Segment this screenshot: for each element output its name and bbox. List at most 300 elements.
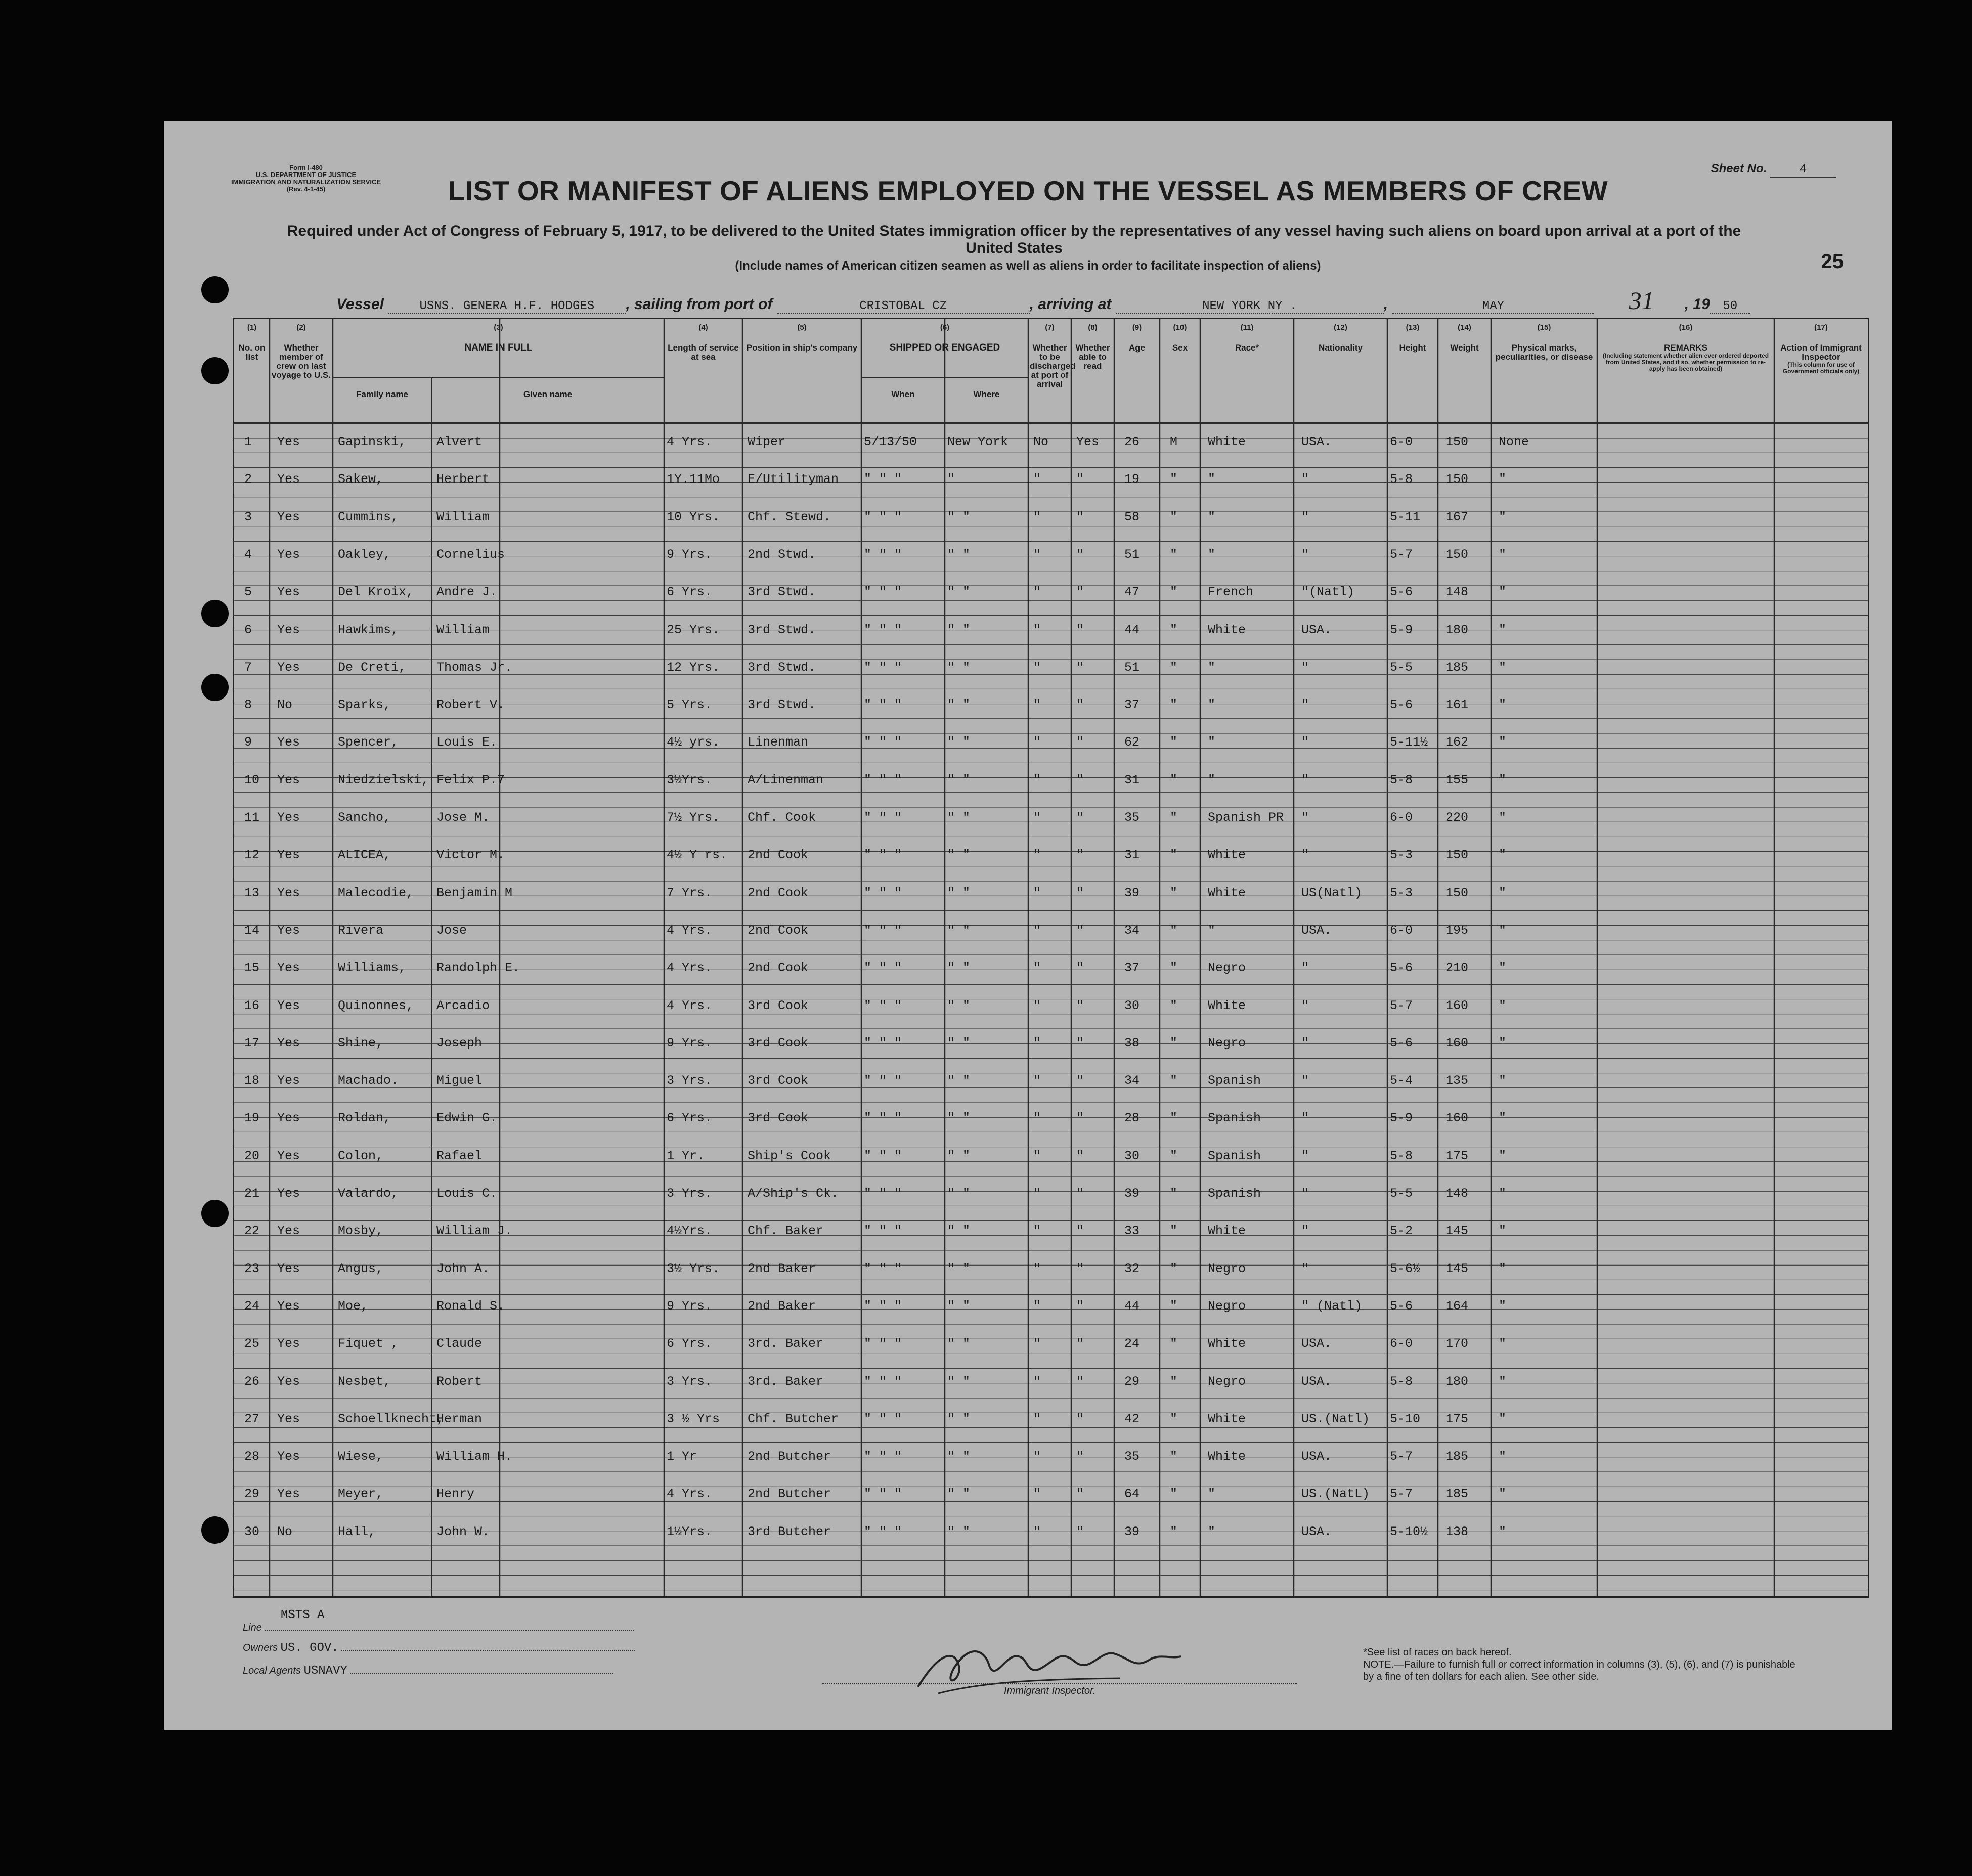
table-cell: Felix P.7 bbox=[436, 772, 505, 788]
table-cell: " bbox=[1170, 923, 1178, 938]
table-cell: William bbox=[436, 622, 490, 637]
table-cell: " " " bbox=[864, 622, 902, 637]
table-cell: " bbox=[1170, 998, 1178, 1013]
row-number: 14 bbox=[244, 923, 260, 938]
table-cell: " " " bbox=[864, 1186, 902, 1201]
manifest-sheet bbox=[164, 121, 1892, 1730]
table-cell: " " bbox=[947, 1298, 971, 1314]
table-cell: 2nd Cook bbox=[748, 885, 809, 900]
table-cell: " bbox=[1170, 622, 1178, 637]
table-cell: " bbox=[1499, 585, 1507, 600]
table-cell: Schoellknecht, bbox=[338, 1411, 445, 1426]
table-cell: " bbox=[1301, 472, 1309, 487]
table-cell: Yes bbox=[277, 622, 300, 637]
table-cell: 2nd Cook bbox=[748, 961, 809, 976]
table-cell: 7½ Yrs. bbox=[667, 810, 720, 825]
table-cell: 2nd Baker bbox=[748, 1261, 816, 1276]
line-value: MSTS A bbox=[281, 1608, 325, 1622]
table-cell: 42 bbox=[1124, 1411, 1140, 1426]
table-cell: " " bbox=[947, 660, 971, 675]
table-cell: " bbox=[1076, 772, 1084, 788]
table-cell: 39 bbox=[1124, 1186, 1140, 1201]
row-number: 24 bbox=[244, 1298, 260, 1314]
table-cell: " bbox=[1208, 509, 1216, 525]
table-cell: " bbox=[1033, 961, 1041, 976]
table-cell: " " " bbox=[864, 547, 902, 562]
table-cell: 1½Yrs. bbox=[667, 1524, 713, 1539]
table-cell: Chf. Stewd. bbox=[748, 509, 831, 525]
table-cell: 2nd Butcher bbox=[748, 1449, 831, 1464]
table-cell: " " " bbox=[864, 697, 902, 713]
vessel-label: Vessel bbox=[336, 296, 384, 313]
table-cell: 64 bbox=[1124, 1487, 1140, 1502]
table-cell: 35 bbox=[1124, 1449, 1140, 1464]
column-label: Sex bbox=[1172, 343, 1188, 353]
table-cell: " bbox=[1499, 1073, 1507, 1088]
row-number: 28 bbox=[244, 1449, 260, 1464]
column-header-c13 bbox=[1389, 323, 1436, 353]
table-cell: Henry bbox=[436, 1487, 475, 1502]
table-cell: 160 bbox=[1445, 998, 1469, 1013]
table-cell: 3rd Cook bbox=[748, 1035, 809, 1051]
table-cell: USA. bbox=[1301, 1449, 1332, 1464]
table-cell: Claude bbox=[436, 1336, 483, 1351]
table-cell: A/Ship's Ck. bbox=[748, 1186, 839, 1201]
table-cell: Niedzielski, bbox=[338, 772, 429, 788]
footnote-penalty: NOTE.—Failure to furnish full or correct information in columns (3), (5), (6), and (7) is punishable by a fine of ten dollars for each alien. See other side. bbox=[1363, 1659, 1795, 1682]
table-cell: " bbox=[1033, 1035, 1041, 1051]
table-cell: 175 bbox=[1445, 1148, 1469, 1163]
table-cell: 3rd Cook bbox=[748, 1073, 809, 1088]
table-cell: William H. bbox=[436, 1449, 513, 1464]
table-cell: " " bbox=[947, 810, 971, 825]
table-cell: 3 ½ Yrs bbox=[667, 1411, 720, 1426]
table-cell: Hall, bbox=[338, 1524, 376, 1539]
table-cell: " " bbox=[947, 509, 971, 525]
table-cell: Louis C. bbox=[436, 1186, 498, 1201]
table-cell: 5-11½ bbox=[1390, 735, 1428, 750]
table-cell: " bbox=[1033, 622, 1041, 637]
footer-line bbox=[243, 1608, 634, 1634]
table-cell: William bbox=[436, 509, 490, 525]
vessel-line: Vessel USNS. GENERA H.F. HODGES , sailing from port of CRISTOBAL CZ , arriving at NEW YORK NY . , MAY 31 , 19 50 bbox=[336, 286, 1750, 315]
table-cell: Sparks, bbox=[338, 697, 391, 713]
table-cell: Yes bbox=[277, 509, 300, 525]
table-cell: " " bbox=[947, 1449, 971, 1464]
table-cell: Yes bbox=[277, 735, 300, 750]
table-cell: 5-10½ bbox=[1390, 1524, 1428, 1539]
agents-label: Local Agents bbox=[243, 1665, 301, 1676]
table-cell: " bbox=[1033, 585, 1041, 600]
table-cell: " bbox=[1033, 1148, 1041, 1163]
table-cell: " " bbox=[947, 1035, 971, 1051]
table-cell: " " " bbox=[864, 1035, 902, 1051]
table-cell: 5-9 bbox=[1390, 1111, 1413, 1126]
column-number: (9) bbox=[1132, 323, 1142, 332]
table-cell: White bbox=[1208, 885, 1246, 900]
column-header-c1 bbox=[236, 323, 268, 362]
table-cell: 4 Yrs. bbox=[667, 998, 713, 1013]
table-cell: A/Linenman bbox=[748, 772, 824, 788]
table-cell: Yes bbox=[277, 885, 300, 900]
row-number: 9 bbox=[244, 735, 252, 750]
table-cell: 4½ Y rs. bbox=[667, 848, 728, 863]
table-cell: 58 bbox=[1124, 509, 1140, 525]
column-header-c6 bbox=[863, 323, 1027, 353]
table-cell: 2nd Butcher bbox=[748, 1487, 831, 1502]
table-cell: " bbox=[1076, 1261, 1084, 1276]
table-cell: 148 bbox=[1445, 585, 1469, 600]
table-cell: " bbox=[1076, 1524, 1084, 1539]
table-cell: Chf. Baker bbox=[748, 1224, 824, 1239]
table-cell: " bbox=[1170, 1298, 1178, 1314]
table-cell: 150 bbox=[1445, 472, 1469, 487]
table-cell: 150 bbox=[1445, 547, 1469, 562]
table-cell: Linenman bbox=[748, 735, 809, 750]
table-cell: 38 bbox=[1124, 1035, 1140, 1051]
table-cell: " bbox=[1499, 1411, 1507, 1426]
table-cell: " bbox=[1301, 1148, 1309, 1163]
column-sublabel: (This column for use of Government officials only) bbox=[1782, 361, 1860, 375]
table-cell: " bbox=[947, 472, 955, 487]
table-cell: 3rd Butcher bbox=[748, 1524, 831, 1539]
table-cell: 150 bbox=[1445, 434, 1469, 449]
table-cell: 3 Yrs. bbox=[667, 1374, 713, 1389]
table-cell: Yes bbox=[277, 1374, 300, 1389]
table-cell: " bbox=[1301, 697, 1309, 713]
table-cell: Moe, bbox=[338, 1298, 369, 1314]
column-label: Age bbox=[1128, 343, 1146, 353]
table-cell: " " bbox=[947, 1261, 971, 1276]
row-number: 19 bbox=[244, 1111, 260, 1126]
table-cell: " bbox=[1076, 961, 1084, 976]
punch-hole bbox=[201, 1516, 229, 1544]
table-cell: " bbox=[1033, 1111, 1041, 1126]
sheet-no-label: Sheet No. bbox=[1711, 162, 1767, 176]
table-cell: 3rd Cook bbox=[748, 1111, 809, 1126]
table-cell: " " " bbox=[864, 585, 902, 600]
table-cell: " bbox=[1170, 1449, 1178, 1464]
footer-agents bbox=[243, 1664, 613, 1678]
table-cell: " " bbox=[947, 697, 971, 713]
table-cell: " bbox=[1033, 1487, 1041, 1502]
column-label: NAME IN FULL bbox=[464, 342, 533, 353]
table-cell: " bbox=[1033, 848, 1041, 863]
table-cell: 155 bbox=[1445, 772, 1469, 788]
table-cell: 1Y.11Mo bbox=[667, 472, 720, 487]
table-cell: " bbox=[1033, 547, 1041, 562]
table-cell: 3rd Stwd. bbox=[748, 660, 816, 675]
table-cell: " bbox=[1170, 1524, 1178, 1539]
table-cell: 4 Yrs. bbox=[667, 961, 713, 976]
table-cell: 3½ Yrs. bbox=[667, 1261, 720, 1276]
table-cell: 30 bbox=[1124, 998, 1140, 1013]
table-cell: " " " bbox=[864, 1148, 902, 1163]
table-cell: 35 bbox=[1124, 810, 1140, 825]
table-cell: " bbox=[1499, 1261, 1507, 1276]
table-cell: Negro bbox=[1208, 1298, 1246, 1314]
table-cell: USA. bbox=[1301, 923, 1332, 938]
table-cell: " bbox=[1499, 547, 1507, 562]
table-cell: Louis E. bbox=[436, 735, 498, 750]
table-cell: " bbox=[1208, 660, 1216, 675]
table-cell: 2nd Baker bbox=[748, 1298, 816, 1314]
punch-hole bbox=[201, 674, 229, 701]
table-cell: Herman bbox=[436, 1411, 483, 1426]
table-cell: " bbox=[1076, 885, 1084, 900]
footnote bbox=[1363, 1646, 1798, 1683]
table-cell: Nesbet, bbox=[338, 1374, 391, 1389]
table-cell: White bbox=[1208, 848, 1246, 863]
table-cell: 3rd. Baker bbox=[748, 1336, 824, 1351]
table-cell: Chf. Cook bbox=[748, 810, 816, 825]
row-number: 1 bbox=[244, 434, 252, 449]
table-cell: " bbox=[1170, 660, 1178, 675]
row-number: 23 bbox=[244, 1261, 260, 1276]
table-cell: " bbox=[1170, 885, 1178, 900]
table-cell: " bbox=[1033, 1186, 1041, 1201]
table-cell: " bbox=[1033, 998, 1041, 1013]
table-cell: " bbox=[1076, 547, 1084, 562]
table-cell: White bbox=[1208, 1336, 1246, 1351]
arriving-label: , arriving at bbox=[1029, 296, 1112, 313]
table-cell: " " bbox=[947, 1073, 971, 1088]
table-cell: " " " bbox=[864, 1411, 902, 1426]
row-number: 4 bbox=[244, 547, 252, 562]
agents-value: USNAVY bbox=[303, 1664, 347, 1678]
table-cell: " " " bbox=[864, 1224, 902, 1239]
column-header-c10 bbox=[1161, 323, 1199, 353]
row-number: 18 bbox=[244, 1073, 260, 1088]
table-cell: " bbox=[1076, 1148, 1084, 1163]
table-cell: Yes bbox=[277, 961, 300, 976]
table-cell: 4½Yrs. bbox=[667, 1224, 713, 1239]
column-number: (10) bbox=[1173, 323, 1187, 332]
form-revision: (Rev. 4-1-45) bbox=[286, 185, 326, 193]
table-cell: 5-8 bbox=[1390, 772, 1413, 788]
table-cell: " bbox=[1301, 509, 1309, 525]
table-cell: " " " bbox=[864, 735, 902, 750]
table-cell: 5 Yrs. bbox=[667, 697, 713, 713]
column-number: (6) bbox=[940, 323, 950, 332]
table-cell: " " bbox=[947, 772, 971, 788]
table-cell: " bbox=[1499, 1336, 1507, 1351]
table-cell: 4 Yrs. bbox=[667, 923, 713, 938]
table-cell: 135 bbox=[1445, 1073, 1469, 1088]
table-cell: 180 bbox=[1445, 622, 1469, 637]
table-cell: 31 bbox=[1124, 772, 1140, 788]
row-number: 16 bbox=[244, 998, 260, 1013]
column-header-c9 bbox=[1116, 323, 1158, 353]
table-cell: " " bbox=[947, 547, 971, 562]
column-header-c16 bbox=[1599, 323, 1773, 372]
row-number: 30 bbox=[244, 1524, 260, 1539]
table-cell: Sancho, bbox=[338, 810, 391, 825]
row-number: 12 bbox=[244, 848, 260, 863]
punch-hole bbox=[201, 600, 229, 627]
table-cell: " bbox=[1499, 697, 1507, 713]
table-cell: USA. bbox=[1301, 1524, 1332, 1539]
table-cell: " bbox=[1499, 509, 1507, 525]
table-cell: " bbox=[1301, 961, 1309, 976]
row-number: 29 bbox=[244, 1487, 260, 1502]
table-cell: " bbox=[1499, 1487, 1507, 1502]
row-number: 3 bbox=[244, 509, 252, 525]
table-cell: Cornelius bbox=[436, 547, 505, 562]
table-cell: " bbox=[1170, 1148, 1178, 1163]
table-cell: " bbox=[1076, 660, 1084, 675]
column-subheader: Where bbox=[973, 389, 1000, 399]
table-cell: " bbox=[1499, 998, 1507, 1013]
inspector-line bbox=[822, 1683, 1297, 1684]
table-cell: " bbox=[1499, 1148, 1507, 1163]
table-cell: William J. bbox=[436, 1224, 513, 1239]
table-cell: " bbox=[1301, 1261, 1309, 1276]
table-cell: 164 bbox=[1445, 1298, 1469, 1314]
table-cell: 5-5 bbox=[1390, 660, 1413, 675]
table-cell: " bbox=[1170, 1261, 1178, 1276]
table-cell: Sakew, bbox=[338, 472, 384, 487]
table-cell: 3 Yrs. bbox=[667, 1186, 713, 1201]
table-cell: " bbox=[1208, 923, 1216, 938]
table-cell: 5-6 bbox=[1390, 1298, 1413, 1314]
table-cell: " bbox=[1301, 1035, 1309, 1051]
table-cell: 6-0 bbox=[1390, 810, 1413, 825]
table-cell: White bbox=[1208, 1224, 1246, 1239]
table-cell: " bbox=[1076, 1487, 1084, 1502]
column-header-c11 bbox=[1202, 323, 1292, 353]
form-department: U.S. DEPARTMENT OF JUSTICE bbox=[255, 171, 357, 179]
column-number: (12) bbox=[1334, 323, 1347, 332]
table-cell: Del Kroix, bbox=[338, 585, 414, 600]
column-header-c12 bbox=[1295, 323, 1386, 353]
table-cell: " " " bbox=[864, 1524, 902, 1539]
table-cell: Yes bbox=[277, 434, 300, 449]
table-cell: " " " bbox=[864, 848, 902, 863]
table-cell: Chf. Butcher bbox=[748, 1411, 839, 1426]
table-cell: 37 bbox=[1124, 961, 1140, 976]
table-cell: " bbox=[1033, 697, 1041, 713]
table-cell: " bbox=[1301, 1111, 1309, 1126]
table-cell: " " bbox=[947, 1148, 971, 1163]
table-cell: US.(NatL) bbox=[1301, 1487, 1370, 1502]
table-cell: " bbox=[1033, 735, 1041, 750]
table-cell: Yes bbox=[277, 472, 300, 487]
table-cell: Rivera bbox=[338, 923, 384, 938]
table-cell: 47 bbox=[1124, 585, 1140, 600]
table-cell: Machado. bbox=[338, 1073, 399, 1088]
table-cell: " bbox=[1076, 1449, 1084, 1464]
table-cell: Edwin G. bbox=[436, 1111, 498, 1126]
table-cell: Benjamin M bbox=[436, 885, 513, 900]
table-cell: " bbox=[1499, 885, 1507, 900]
column-header-c8 bbox=[1073, 323, 1113, 371]
table-cell: US.(Natl) bbox=[1301, 1411, 1370, 1426]
table-cell: 30 bbox=[1124, 1148, 1140, 1163]
table-cell: Negro bbox=[1208, 1374, 1246, 1389]
table-cell: 210 bbox=[1445, 961, 1469, 976]
table-cell: Yes bbox=[277, 1487, 300, 1502]
table-cell: Wiese, bbox=[338, 1449, 384, 1464]
table-cell: " " " bbox=[864, 885, 902, 900]
table-cell: " bbox=[1033, 660, 1041, 675]
table-cell: Yes bbox=[277, 1035, 300, 1051]
table-cell: Yes bbox=[277, 1111, 300, 1126]
table-cell: 9 Yrs. bbox=[667, 1298, 713, 1314]
table-cell: " bbox=[1499, 472, 1507, 487]
owners-label: Owners bbox=[243, 1642, 278, 1653]
table-cell: " bbox=[1076, 1111, 1084, 1126]
table-cell: 44 bbox=[1124, 622, 1140, 637]
table-cell: " bbox=[1076, 1224, 1084, 1239]
table-cell: 26 bbox=[1124, 434, 1140, 449]
table-cell: 37 bbox=[1124, 697, 1140, 713]
table-cell: " bbox=[1076, 697, 1084, 713]
column-label: Height bbox=[1399, 343, 1426, 353]
table-cell: " (Natl) bbox=[1301, 1298, 1363, 1314]
column-header-c5 bbox=[744, 323, 860, 353]
table-cell: White bbox=[1208, 1449, 1246, 1464]
table-cell: Gapinski, bbox=[338, 434, 407, 449]
table-cell: 3½Yrs. bbox=[667, 772, 713, 788]
table-cell: " bbox=[1170, 1374, 1178, 1389]
page-number: 25 bbox=[1821, 250, 1844, 273]
table-cell: " " bbox=[947, 1336, 971, 1351]
column-label: Whether to be discharged at port of arrival bbox=[1030, 343, 1076, 389]
table-cell: Yes bbox=[277, 1073, 300, 1088]
table-cell: 160 bbox=[1445, 1111, 1469, 1126]
table-cell: " bbox=[1033, 1449, 1041, 1464]
table-cell: " bbox=[1170, 585, 1178, 600]
table-cell: 3 Yrs. bbox=[667, 1073, 713, 1088]
row-number: 11 bbox=[244, 810, 260, 825]
owners-value: US. GOV. bbox=[280, 1641, 339, 1655]
table-cell: Fiquet , bbox=[338, 1336, 399, 1351]
table-cell: 3rd Stwd. bbox=[748, 697, 816, 713]
table-cell: 175 bbox=[1445, 1411, 1469, 1426]
table-cell: 5-6 bbox=[1390, 961, 1413, 976]
table-cell: 4 Yrs. bbox=[667, 434, 713, 449]
table-cell: 150 bbox=[1445, 885, 1469, 900]
table-cell: 34 bbox=[1124, 923, 1140, 938]
table-cell: 1 Yr. bbox=[667, 1148, 705, 1163]
table-cell: Hawkims, bbox=[338, 622, 399, 637]
table-cell: " " bbox=[947, 923, 971, 938]
table-cell: " " bbox=[947, 622, 971, 637]
table-cell: Andre J. bbox=[436, 585, 498, 600]
column-label: Physical marks, peculiarities, or disease bbox=[1495, 343, 1593, 362]
punch-hole bbox=[201, 276, 229, 303]
table-cell: No bbox=[1033, 434, 1049, 449]
table-cell: 25 Yrs. bbox=[667, 622, 720, 637]
column-label: Action of Immigrant Inspector bbox=[1780, 343, 1862, 362]
inspector-label: Immigrant Inspector. bbox=[1004, 1685, 1096, 1696]
form-service: IMMIGRATION AND NATURALIZATION SERVICE bbox=[231, 178, 381, 186]
table-cell: 1 Yr bbox=[667, 1449, 697, 1464]
row-number: 26 bbox=[244, 1374, 260, 1389]
table-cell: Alvert bbox=[436, 434, 483, 449]
column-label: Position in ship's company bbox=[746, 343, 858, 353]
table-cell: " bbox=[1208, 697, 1216, 713]
table-cell: Yes bbox=[277, 1186, 300, 1201]
table-cell: Meyer, bbox=[338, 1487, 384, 1502]
table-cell: 6 Yrs. bbox=[667, 585, 713, 600]
table-cell: 32 bbox=[1124, 1261, 1140, 1276]
form-number: Form I-480 bbox=[289, 164, 323, 171]
arrival-port: NEW YORK NY . bbox=[1116, 299, 1384, 314]
column-number: (13) bbox=[1406, 323, 1420, 332]
table-cell: 24 bbox=[1124, 1336, 1140, 1351]
